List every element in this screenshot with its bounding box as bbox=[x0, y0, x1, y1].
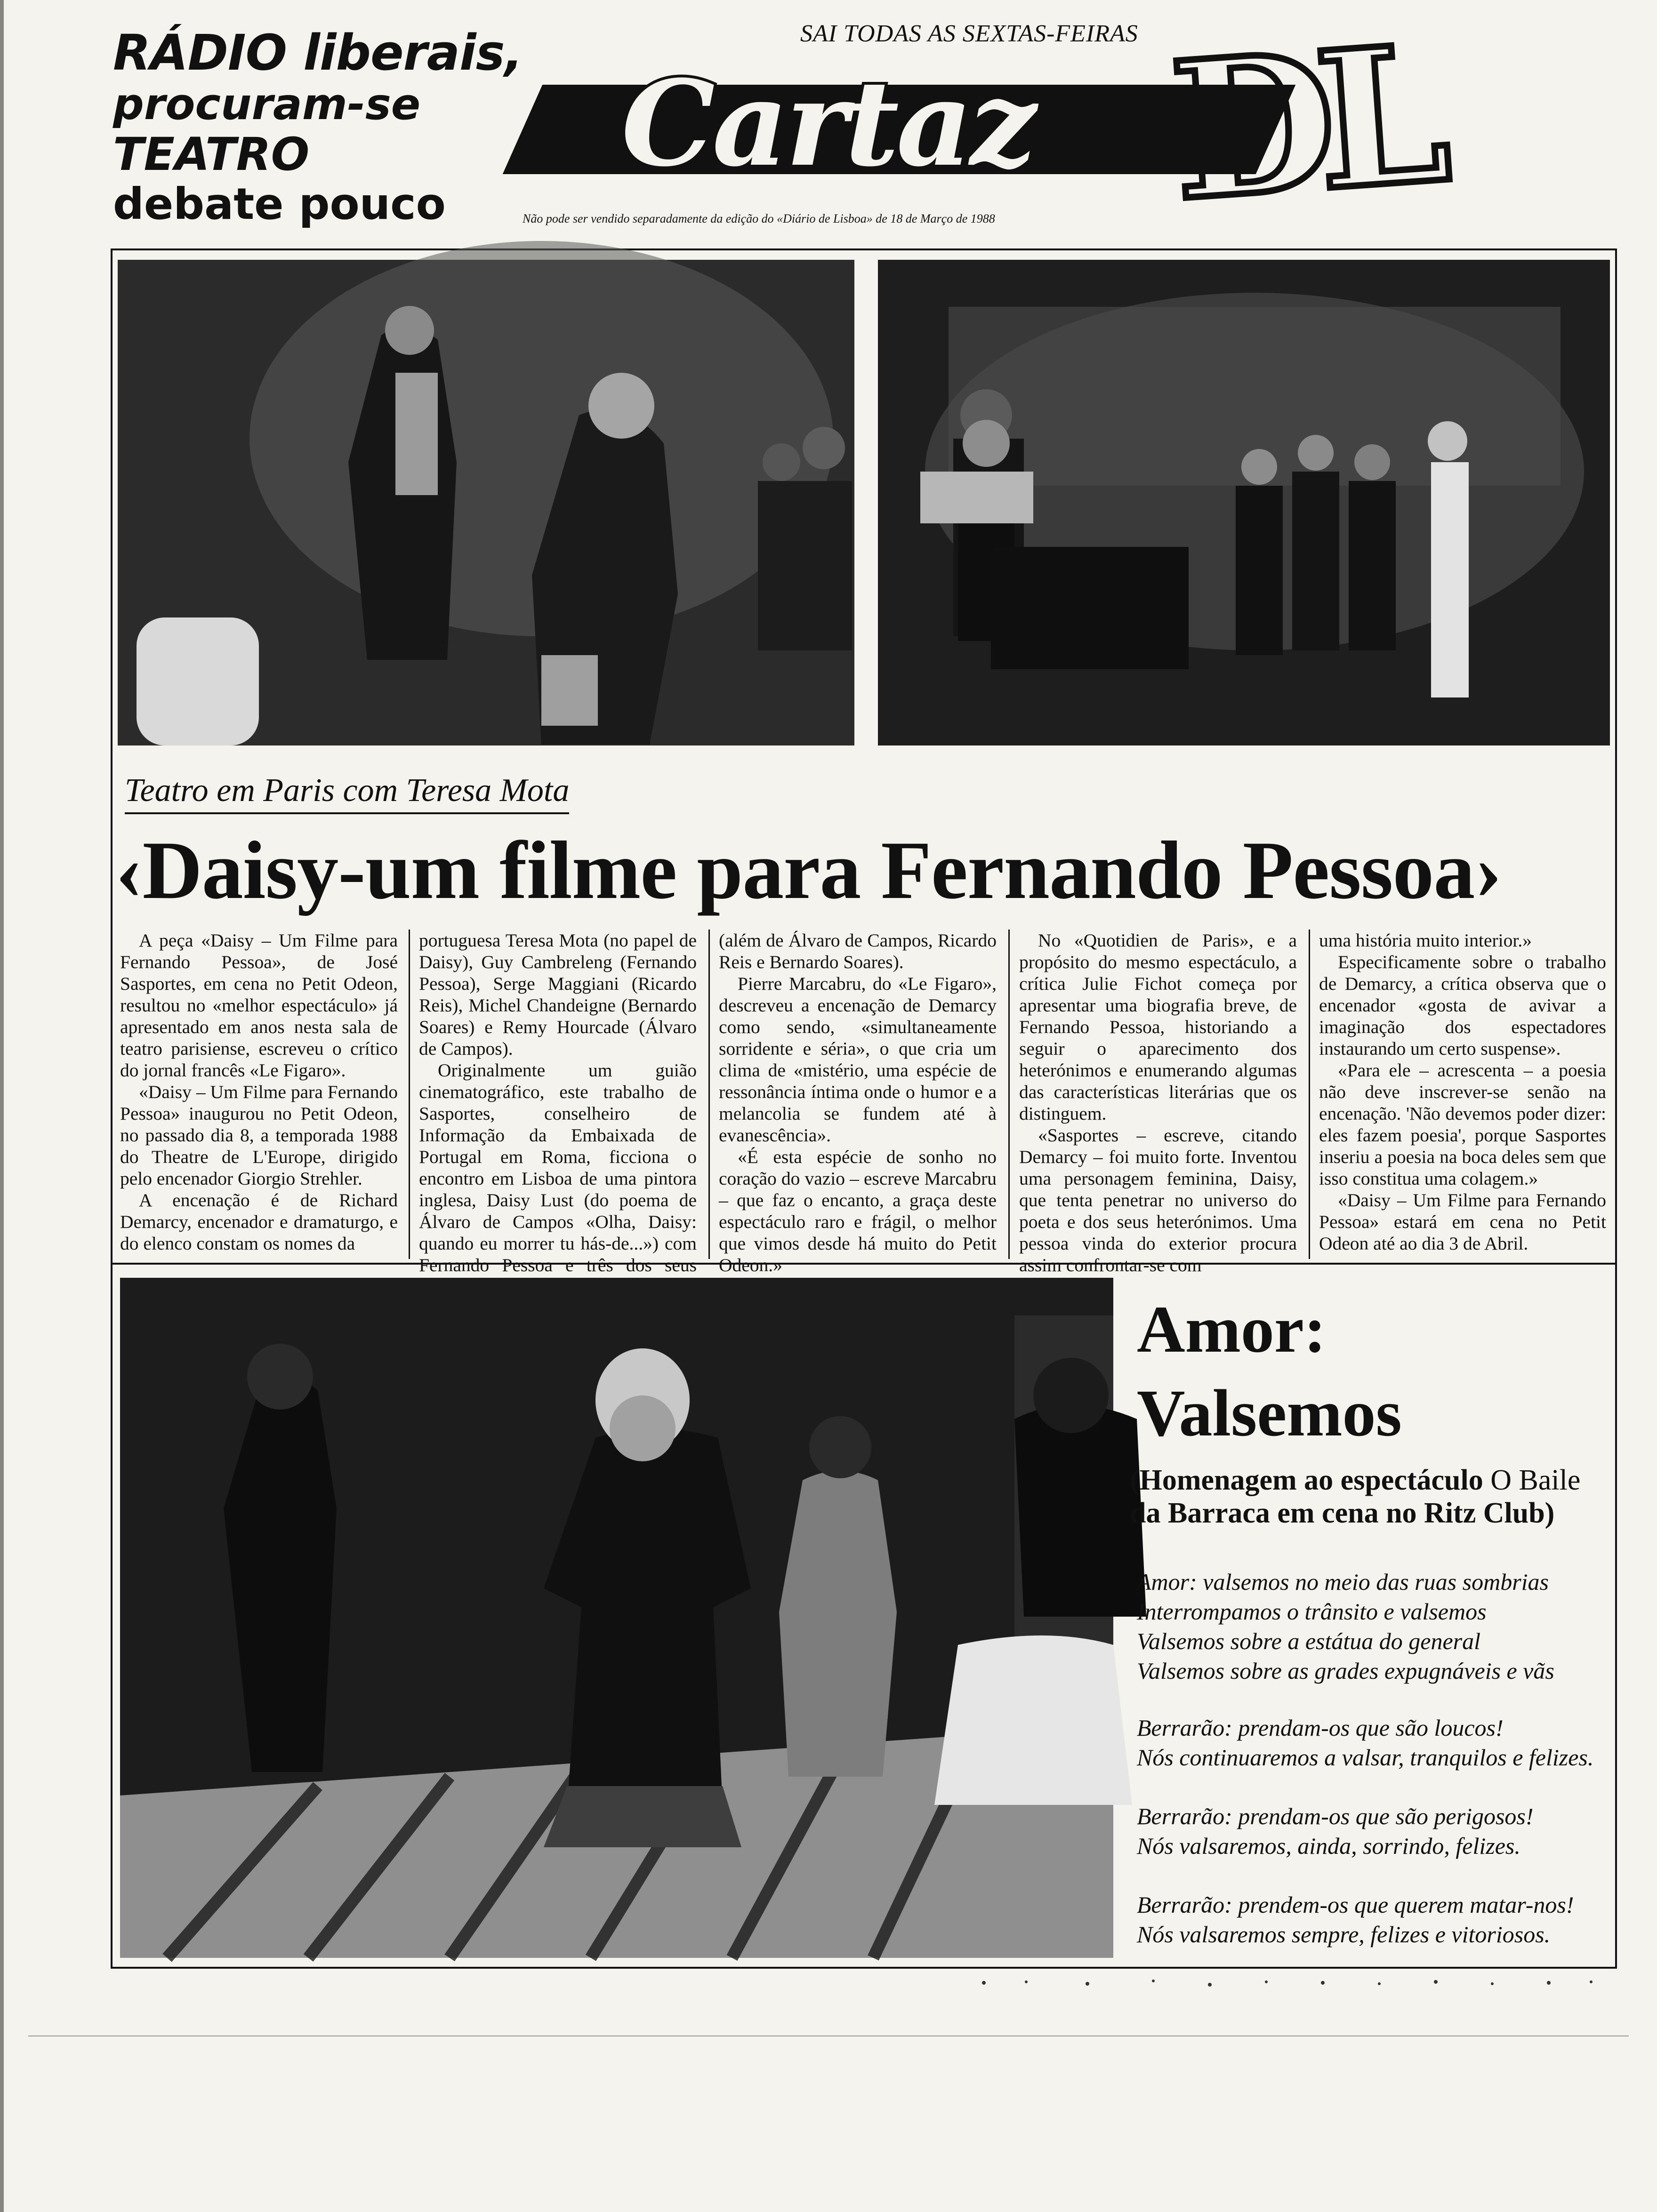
page-edge-shadow bbox=[0, 0, 4, 2212]
stage-photo-right-art bbox=[878, 260, 1610, 745]
article-column-3 bbox=[719, 930, 997, 1275]
dance-photo[interactable] bbox=[120, 1278, 1113, 1958]
paragraph: A encenação é de Richard Demarcy, encenador e dramaturgo, e do elenco constam os nomes da bbox=[120, 1190, 398, 1254]
poem-line: Berrarão: prendam-os que são loucos! bbox=[1137, 1715, 1504, 1741]
paragraph: Pierre Marcabru, do «Le Figaro», descreveu a encenação de Demarcy como sendo, «simultaneamente sorridente e séria», o que cria um clima de «mistério, uma espécie de ressonância íntima onde o humor e a melancolia se fundem até à evanescência». bbox=[719, 973, 997, 1146]
stage-photo-left-art bbox=[118, 260, 854, 745]
poem-line: Interrompamos o trânsito e valsemos bbox=[1137, 1598, 1487, 1625]
poem-stanza-4 bbox=[1137, 1890, 1608, 1949]
teaser-radio[interactable]: RÁDIO liberais, bbox=[113, 24, 523, 81]
print-specks bbox=[965, 1973, 1605, 1992]
paragraph: No «Quotidien de Paris», e a propósito do mesmo espectáculo, a crítica Julie Fichot começa por apresentar uma biografia breve, de Fernando Pessoa, historiando a seguir o aparecimento dos heterónimos e enumerando algumas das características literárias que os distinguem. bbox=[1019, 930, 1297, 1124]
teaser-teatro[interactable]: TEATRO bbox=[113, 128, 310, 181]
paragraph: (além de Álvaro de Campos, Ricardo Reis e Bernardo Soares). bbox=[719, 930, 997, 972]
poem-subtitle-bold: (Homenagem ao espectáculo bbox=[1130, 1464, 1483, 1496]
poem-line: Berrarão: prendam-os que são perigosos! bbox=[1137, 1803, 1534, 1829]
paragraph: Originalmente um guião cinematográfico, este trabalho de Sasportes, conselheiro de Informação da Embaixada de Portugal em Roma, ficciona o encontro em Lisboa de uma pintora inglesa, Daisy Lust (do poema de Álvaro de Campos «Olha, Daisy: quando eu morrer tu hás-de...») com Fernando Pessoa e três dos seus bbox=[419, 1060, 697, 1275]
poem-stanza-1 bbox=[1137, 1567, 1608, 1686]
article-column-5 bbox=[1319, 930, 1606, 1259]
column-rule bbox=[409, 930, 410, 1259]
teaser-procuram[interactable]: procuram-se bbox=[113, 79, 421, 129]
paragraph: uma história muito interior.» bbox=[1319, 930, 1532, 951]
column-rule bbox=[1008, 930, 1010, 1259]
article-column-1 bbox=[120, 930, 398, 1259]
paragraph: «Daisy – Um Filme para Fernando Pessoa» estará em cena no Petit Odeon até ao dia 3 de Abril. bbox=[1319, 1190, 1606, 1254]
stage-photo-left[interactable] bbox=[118, 260, 854, 745]
paragraph: «Sasportes – escreve, citando Demarcy – foi muito forte. Inventou uma personagem feminina, Daisy, que tenta penetrar no universo do poeta e dos seus heterónimos. Uma pessoa vinda do exterior procura assim confrontar-se com bbox=[1019, 1125, 1297, 1275]
paragraph: «É esta espécie de sonho no coração do vazio – escreve Marcabru – que faz o encanto, a graça deste espectáculo raro e frágil, o melhor que vimos desde há muito do Petit Odeon.» bbox=[719, 1146, 997, 1275]
cartaz-logo-art bbox=[612, 47, 1224, 198]
poem-stanza-3 bbox=[1137, 1802, 1608, 1861]
sale-notice: Não pode ser vendido separadamente da edição do «Diário de Lisboa» de 18 de Março de 1988 bbox=[523, 212, 995, 225]
column-rule bbox=[708, 930, 710, 1259]
stage-photo-right[interactable] bbox=[878, 260, 1610, 745]
cartaz-logo-text: Cartaz bbox=[621, 54, 1034, 192]
poem-line: Nós valsaremos, ainda, sorrindo, felizes. bbox=[1137, 1833, 1520, 1859]
poem-title-line-2: Valsemos bbox=[1137, 1376, 1402, 1450]
teaser-debate[interactable]: debate pouco bbox=[113, 179, 446, 229]
paragraph: A peça «Daisy – Um Filme para Fernando Pessoa», de José Sasportes, em cena no Petit Odeon, resultou no «melhor espectáculo» já apresentado em anos nesta sala de teatro parisiense, escreveu o crítico do jornal francês «Le Figaro». bbox=[120, 930, 398, 1081]
front-teasers bbox=[113, 24, 523, 229]
dance-photo-art bbox=[120, 1278, 1113, 1958]
paragraph: portuguesa Teresa Mota (no papel de Daisy), Guy Cambreleng (Fernando Pessoa), Serge Maggiani (Ricardo Reis), Michel Chandeigne (Bernardo Soares) e Remy Hourcade (Álvaro de Campos). bbox=[419, 930, 697, 1059]
poem-subtitle-title: O Baile bbox=[1490, 1464, 1581, 1496]
article-column-2 bbox=[419, 930, 697, 1275]
paragraph: Especificamente sobre o trabalho de Demarcy, a crítica observa que o encenador «gosta de avivar a imaginação dos espectadores instaurando um certo suspense». bbox=[1319, 952, 1606, 1059]
cartaz-logo bbox=[612, 47, 1224, 198]
poem-subtitle-bold-2: da Barraca em cena no Ritz Club) bbox=[1130, 1497, 1555, 1529]
column-rule bbox=[1309, 930, 1310, 1259]
poem-stanza-2 bbox=[1137, 1713, 1608, 1772]
poem-line: Berrarão: prendem-os que querem matar-nos! bbox=[1137, 1891, 1574, 1918]
poem-line: Valsemos sobre a estátua do general bbox=[1137, 1628, 1481, 1654]
poem-line: Valsemos sobre as grades expugnáveis e vãs bbox=[1137, 1658, 1554, 1684]
paragraph: «Para ele – acrescenta – a poesia não deve inscrever-se senão na encenação. 'Não devemos poder dizer: eles fazem poesia', porque Sasportes inseriu a poesia na boca deles sem que isso constitua uma colagem.» bbox=[1319, 1060, 1606, 1189]
poem-line: Nós continuaremos a valsar, tranquilos e felizes. bbox=[1137, 1744, 1594, 1771]
article-headline: ‹Daisy-um filme para Fernando Pessoa› bbox=[115, 825, 1502, 916]
poem-subtitle bbox=[1130, 1464, 1610, 1530]
article-kicker: Teatro em Paris com Teresa Mota bbox=[125, 772, 569, 814]
poem-title bbox=[1137, 1287, 1608, 1455]
masthead-tagline: SAI TODAS AS SEXTAS-FEIRAS bbox=[800, 20, 1138, 47]
paragraph: «Daisy – Um Filme para Fernando Pessoa» inaugurou no Petit Odeon, no passado dia 8, a temporada 1988 do Theatre de L'Europe, dirigido pelo encenador Giorgio Strehler. bbox=[120, 1082, 398, 1189]
article-column-4 bbox=[1019, 930, 1297, 1275]
poem-line: Nós valsaremos sempre, felizes e vitoriosos. bbox=[1137, 1921, 1551, 1948]
poem-title-line-1: Amor: bbox=[1137, 1292, 1327, 1366]
dl-monogram: DL bbox=[1165, 4, 1438, 243]
poem-line: Amor: valsemos no meio das ruas sombrias bbox=[1137, 1569, 1549, 1595]
